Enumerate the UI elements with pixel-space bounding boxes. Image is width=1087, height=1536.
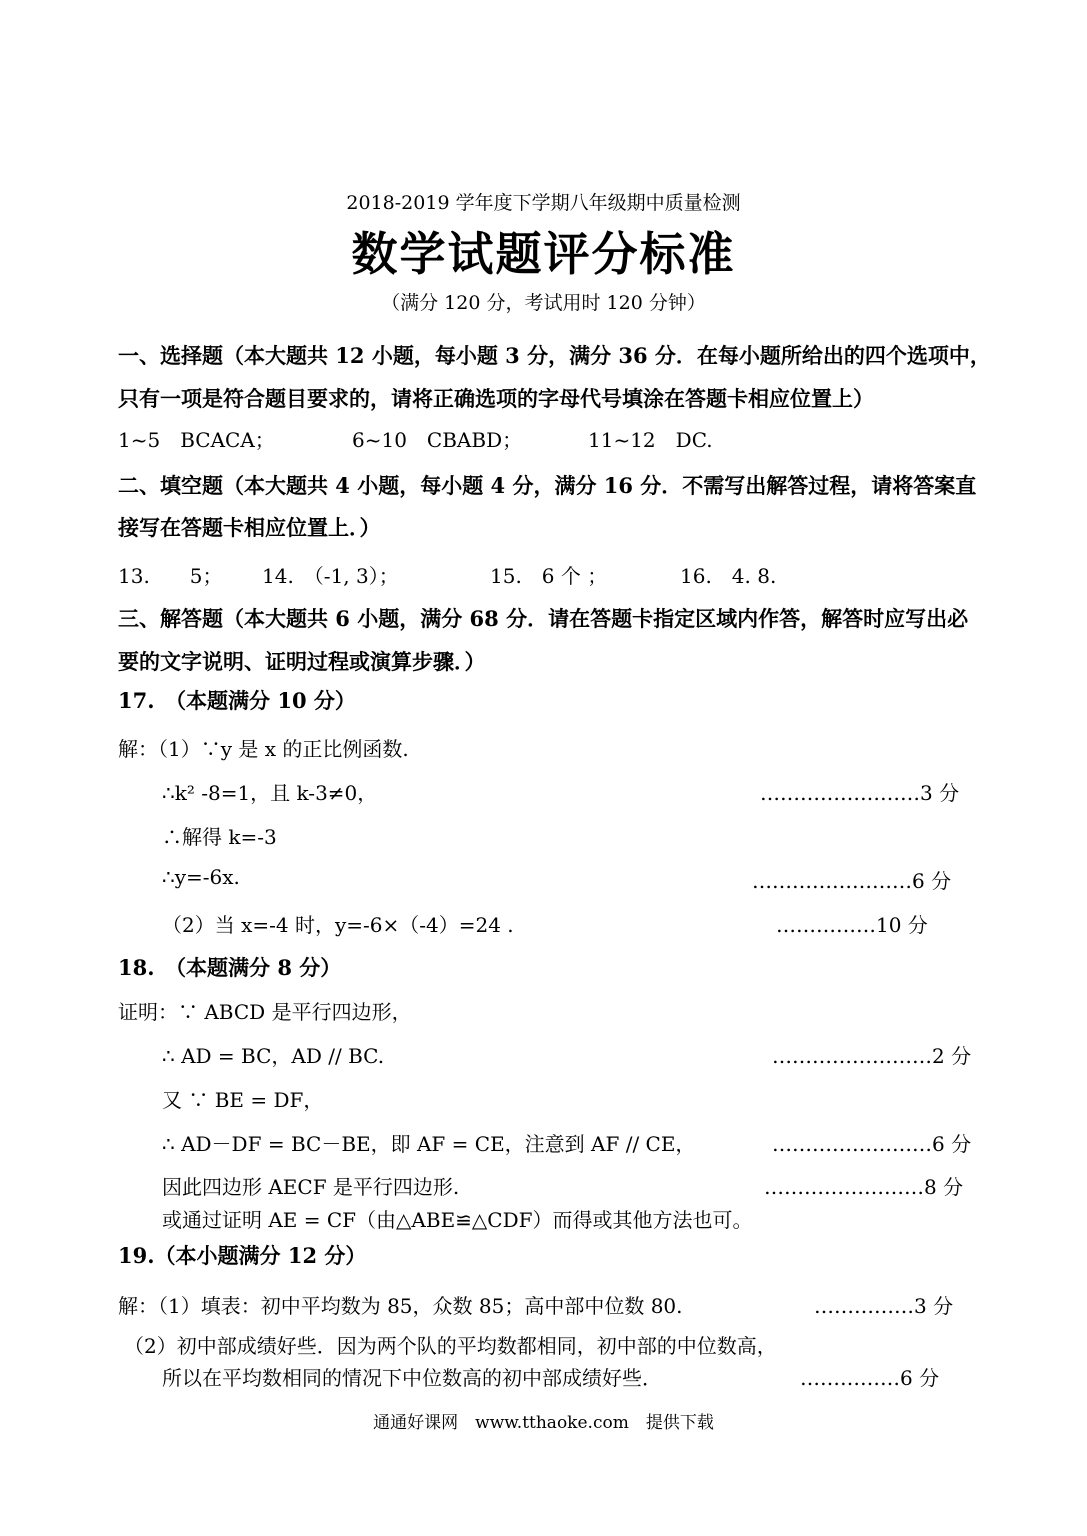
q19-line1: 解：（1）填表：初中平均数为 85，众数 85；高中部中位数 80. xyxy=(118,1294,683,1318)
q17-line2: ∴k² -8=1，且 k-3≠0， xyxy=(162,781,378,805)
answer-15: 15. 6 个 ； xyxy=(490,564,608,588)
q17-heading: 17. （本题满分 10 分） xyxy=(118,688,356,713)
q18-line2: ∴ AD = BC，AD // BC. xyxy=(162,1044,385,1068)
answer-1-5: 1~5 BCACA； xyxy=(118,428,275,452)
page-title: 数学试题评分标准 xyxy=(351,227,736,281)
q18-line3: 又 ∵ BE = DF， xyxy=(162,1088,324,1112)
exam-subtitle: 2018-2019 学年度下学期八年级期中质量检测 xyxy=(346,192,741,214)
q18-heading: 18. （本题满分 8 分） xyxy=(118,955,342,980)
q18-score-6: ……………………6 分 xyxy=(772,1132,972,1156)
q17-line4: ∴y=-6x. xyxy=(162,865,240,889)
answer-16: 16. 4. 8. xyxy=(680,564,777,588)
section2-heading-line1: 二、填空题（本大题共 4 小题，每小题 4 分，满分 16 分．不需写出解答过程，请将答案直 xyxy=(118,473,977,498)
answer-6-10: 6~10 CBABD； xyxy=(352,428,523,452)
footer-source: 通通好课网 www.tthaoke.com 提供下载 xyxy=(373,1413,714,1433)
answer-14: 14. （-1, 3）； xyxy=(262,564,399,588)
q17-line3: ∴解得 k=-3 xyxy=(162,825,277,849)
q17-score-6: ……………………6 分 xyxy=(752,869,952,893)
q18-score-8: ……………………8 分 xyxy=(764,1175,964,1199)
q18-line1: 证明：∵ ABCD 是平行四边形， xyxy=(118,1000,412,1024)
answer-13: 13. 5； xyxy=(118,564,223,588)
q18-score-2: ……………………2 分 xyxy=(772,1044,972,1068)
exam-note: （满分 120 分，考试用时 120 分钟） xyxy=(381,292,706,314)
q19-line3: 所以在平均数相同的情况下中位数高的初中部成绩好些． xyxy=(162,1366,662,1390)
q19-heading: 19.（本小题满分 12 分） xyxy=(118,1243,367,1268)
section1-heading-line1: 一、选择题（本大题共 12 小题，每小题 3 分，满分 36 分．在每小题所给出的四个选项中， xyxy=(118,343,991,368)
q19-line2: （2）初中部成绩好些．因为两个队的平均数都相同，初中部的中位数高， xyxy=(124,1334,777,1358)
q19-score-3: ……………3 分 xyxy=(814,1294,954,1318)
q19-score-6: ……………6 分 xyxy=(800,1366,940,1390)
q18-line5: 因此四边形 AECF 是平行四边形. xyxy=(162,1175,460,1199)
q17-score-10: ……………10 分 xyxy=(776,913,928,937)
section2-heading-line2: 接写在答题卡相应位置上．） xyxy=(118,515,381,540)
section1-heading-line2: 只有一项是符合题目要求的，请将正确选项的字母代号填涂在答题卡相应位置上） xyxy=(118,386,874,411)
q17-line1: 解：（1）∵y 是 x 的正比例函数. xyxy=(118,737,409,761)
section3-heading-line1: 三、解答题（本大题共 6 小题，满分 68 分．请在答题卡指定区域内作答，解答时应写出必 xyxy=(118,606,969,631)
q18-line4: ∴ AD－DF = BC－BE，即 AF = CE，注意到 AF // CE， xyxy=(162,1132,696,1156)
q18-line6: 或通过证明 AE = CF（由△ABE≌△CDF）而得或其他方法也可。 xyxy=(162,1208,753,1232)
answer-11-12: 11~12 DC. xyxy=(588,428,713,452)
q17-line5: （2）当 x=-4 时，y=-6×（-4）=24 . xyxy=(162,913,514,937)
q17-score-3: ……………………3 分 xyxy=(760,781,960,805)
section3-heading-line2: 要的文字说明、证明过程或演算步骤．） xyxy=(118,649,486,674)
